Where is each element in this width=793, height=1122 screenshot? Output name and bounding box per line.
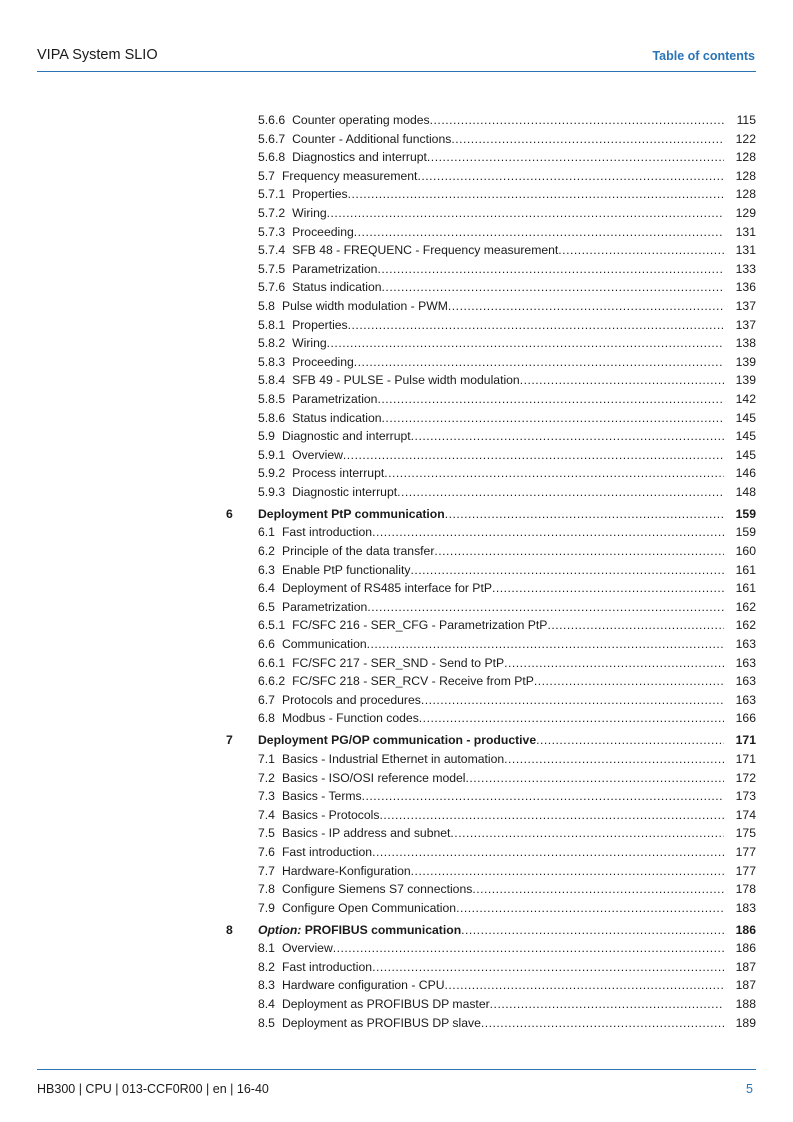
toc-title: Enable PtP functionality — [281, 562, 411, 577]
toc-title: Proceeding — [292, 354, 354, 369]
toc-section-number: 5.7.5 — [258, 261, 286, 276]
toc-section-number: 7.2 — [258, 770, 275, 785]
toc-page-number: 139 — [735, 354, 756, 369]
toc-entry[interactable] — [226, 691, 756, 710]
toc-title: Principle of the data transfer — [281, 544, 435, 559]
toc-entry[interactable] — [226, 769, 756, 788]
toc-section-number: 5.7.6 — [258, 280, 286, 295]
toc-chapter-number: 6 — [226, 506, 233, 521]
toc-title: Proceeding — [292, 224, 354, 239]
toc-page-number: 174 — [735, 807, 756, 822]
toc-entry-text — [258, 976, 724, 995]
toc-entry[interactable] — [226, 353, 756, 372]
toc-section-number: 6.4 — [258, 581, 275, 596]
toc-entry[interactable] — [226, 862, 756, 881]
toc-entry[interactable] — [226, 446, 756, 465]
toc-entry[interactable] — [226, 130, 756, 149]
toc-title: Diagnostic interrupt — [292, 484, 398, 499]
toc-section-number: 6.2 — [258, 544, 275, 559]
document-reference: HB300 | CPU | 013-CCF0R00 | en | 16-40 — [37, 1082, 269, 1096]
toc-chapter-entry[interactable] — [226, 731, 756, 750]
toc-section-number: 6.7 — [258, 692, 275, 707]
toc-title: Hardware configuration - CPU — [281, 978, 445, 993]
toc-title: FC/SFC 218 - SER_RCV - Receive from PtP — [292, 674, 534, 689]
toc-entry[interactable] — [226, 939, 756, 958]
toc-section-number: 7.5 — [258, 826, 275, 841]
toc-section-number: 5.9.2 — [258, 466, 286, 481]
toc-entry-text — [258, 806, 724, 825]
toc-entry[interactable] — [226, 579, 756, 598]
toc-entry[interactable] — [226, 787, 756, 806]
toc-entry[interactable] — [226, 899, 756, 918]
toc-section-number: 8.2 — [258, 959, 275, 974]
toc-page-number: 115 — [736, 113, 756, 127]
toc-entry-text — [258, 616, 724, 635]
toc-page-number: 145 — [735, 429, 756, 444]
toc-page-number: 175 — [735, 826, 756, 841]
toc-section-number: 6.5 — [258, 599, 275, 614]
toc-section-number: 6.6.2 — [258, 674, 286, 689]
toc-page-number: 166 — [735, 711, 756, 726]
toc-section-number: 7.7 — [258, 863, 275, 878]
toc-title: Deployment of RS485 interface for PtP — [281, 581, 492, 596]
toc-section-number: 8.4 — [258, 997, 275, 1012]
section-title: Table of contents — [652, 49, 755, 63]
toc-entry-text — [258, 278, 724, 297]
toc-page-number: 137 — [735, 317, 756, 332]
toc-page-number: 171 — [735, 733, 756, 748]
toc-entry[interactable] — [226, 334, 756, 353]
toc-section-number: 5.9.3 — [258, 484, 286, 499]
toc-page-number: 186 — [735, 922, 756, 937]
toc-title: Counter - Additional functions — [292, 131, 452, 146]
toc-title: Basics - Industrial Ethernet in automation — [281, 751, 505, 766]
toc-entry-text — [258, 787, 724, 806]
toc-title: Basics - IP address and subnet — [281, 826, 451, 841]
toc-page-number: 178 — [735, 882, 756, 897]
toc-title: Frequency measurement — [281, 168, 418, 183]
toc-entry-text — [258, 561, 724, 580]
toc-page-number: 162 — [735, 618, 756, 633]
footer-divider — [37, 1069, 756, 1070]
toc-section-number: 8.5 — [258, 1015, 275, 1030]
toc-entry[interactable] — [226, 390, 756, 409]
toc-entry[interactable] — [226, 111, 756, 130]
toc-entry-text — [258, 241, 724, 260]
toc-section-number: 6.1 — [258, 525, 275, 540]
toc-entry-text — [258, 371, 724, 390]
toc-entry-text — [258, 939, 724, 958]
toc-chapter-number: 7 — [226, 733, 233, 748]
toc-entry[interactable] — [226, 654, 756, 673]
toc-entry-text — [258, 334, 724, 353]
toc-entry[interactable] — [226, 316, 756, 335]
toc-section-number: 5.8.6 — [258, 410, 286, 425]
toc-page-number: 172 — [735, 770, 756, 785]
toc-entry-text — [258, 672, 724, 691]
toc-page-number: 160 — [735, 544, 756, 559]
toc-page-number: 163 — [735, 692, 756, 707]
toc-section-number: 5.7.4 — [258, 243, 286, 258]
toc-page-number: 171 — [735, 751, 756, 766]
toc-page-number: 173 — [735, 789, 756, 804]
header-divider — [37, 71, 756, 72]
toc-page-number: 128 — [735, 168, 756, 183]
toc-entry-text — [258, 843, 724, 862]
toc-page-number: 131 — [735, 243, 756, 258]
toc-entry[interactable] — [226, 672, 756, 691]
toc-section-number: 5.7.2 — [258, 205, 286, 220]
toc-page-number: 163 — [735, 637, 756, 652]
toc-title-prefix: Option: — [258, 922, 302, 937]
toc-title: Configure Siemens S7 connections — [281, 882, 473, 897]
toc-page-number: 146 — [735, 466, 756, 481]
toc-entry[interactable] — [226, 709, 756, 728]
toc-entry-text — [258, 862, 724, 881]
toc-entry-text — [258, 353, 724, 372]
toc-section-number: 8.1 — [258, 941, 275, 956]
table-of-contents — [226, 111, 756, 1032]
toc-page-number: 163 — [735, 655, 756, 670]
toc-page-number: 137 — [735, 298, 756, 313]
toc-page-number: 128 — [735, 187, 756, 202]
toc-page-number: 162 — [735, 599, 756, 614]
toc-page-number: 189 — [735, 1015, 756, 1030]
toc-entry-text — [258, 542, 724, 561]
toc-entry-text — [258, 921, 724, 940]
toc-title: Fast introduction — [281, 844, 373, 859]
toc-entry[interactable] — [226, 1014, 756, 1033]
toc-title: Communication — [281, 637, 367, 652]
toc-page-number: 161 — [735, 581, 756, 596]
toc-section-number: 6.6 — [258, 637, 275, 652]
toc-entry-text — [258, 505, 724, 524]
toc-entry-text — [258, 483, 724, 502]
toc-title: Basics - Terms — [281, 789, 362, 804]
toc-entry[interactable] — [226, 260, 756, 279]
toc-title: Parametrization — [292, 261, 378, 276]
toc-page-number: 159 — [735, 525, 756, 540]
toc-title: Diagnostics and interrupt — [292, 150, 427, 165]
toc-entry[interactable] — [226, 185, 756, 204]
toc-section-number: 7.9 — [258, 900, 275, 915]
toc-section-number: 5.6.6 — [258, 113, 286, 127]
toc-page-number: 163 — [735, 674, 756, 689]
toc-entry[interactable] — [226, 958, 756, 977]
toc-page-number: 183 — [735, 900, 756, 915]
toc-page-number: 159 — [735, 506, 756, 521]
toc-title: Process interrupt — [292, 466, 385, 481]
toc-entry-text — [258, 1014, 724, 1033]
toc-title: Deployment as PROFIBUS DP slave — [281, 1015, 481, 1030]
toc-title: Properties — [292, 317, 348, 332]
toc-title: Fast introduction — [281, 525, 373, 540]
toc-entry[interactable] — [226, 148, 756, 167]
toc-page-number: 145 — [735, 410, 756, 425]
toc-section-number: 6.5.1 — [258, 618, 286, 633]
toc-section-number: 7.1 — [258, 751, 275, 766]
toc-title: SFB 48 - FREQUENC - Frequency measurement — [292, 243, 559, 258]
toc-entry-text — [258, 185, 724, 204]
toc-entry[interactable] — [226, 523, 756, 542]
toc-entry[interactable] — [226, 880, 756, 899]
toc-chapter-entry[interactable] — [226, 921, 756, 940]
toc-entry-text — [258, 769, 724, 788]
toc-page-number: 161 — [735, 562, 756, 577]
toc-section-number: 5.9 — [258, 429, 275, 444]
toc-section-number: 5.8.3 — [258, 354, 286, 369]
toc-entry[interactable] — [226, 464, 756, 483]
toc-entry-text — [258, 167, 724, 186]
toc-section-number: 5.7.1 — [258, 187, 286, 202]
toc-section-number: 6.6.1 — [258, 655, 286, 670]
toc-entry-text — [258, 635, 724, 654]
toc-entry[interactable] — [226, 824, 756, 843]
toc-entry[interactable] — [226, 297, 756, 316]
toc-entry[interactable] — [226, 409, 756, 428]
toc-title: FC/SFC 216 - SER_CFG - Parametrization PtP — [292, 618, 548, 633]
toc-entry[interactable] — [226, 843, 756, 862]
toc-title: FC/SFC 217 - SER_SND - Send to PtP — [292, 655, 505, 670]
toc-page-number: 186 — [735, 941, 756, 956]
toc-page-number: 138 — [735, 336, 756, 351]
toc-entry[interactable] — [226, 241, 756, 260]
toc-title: Deployment PG/OP communication - productive — [258, 733, 537, 748]
toc-section-number: 5.7 — [258, 168, 275, 183]
toc-title: Protocols and procedures — [281, 692, 421, 707]
toc-entry[interactable] — [226, 561, 756, 580]
toc-entry[interactable] — [226, 483, 756, 502]
toc-section-number: 5.8.1 — [258, 317, 286, 332]
toc-page-number: 136 — [735, 280, 756, 295]
document-title: VIPA System SLIO — [37, 47, 158, 63]
toc-entry-text — [258, 880, 724, 899]
toc-section-number: 6.8 — [258, 711, 275, 726]
toc-entry[interactable] — [226, 976, 756, 995]
toc-page-number: 177 — [735, 863, 756, 878]
toc-entry-text — [258, 579, 724, 598]
toc-section-number: 7.8 — [258, 882, 275, 897]
toc-page-number: 139 — [735, 373, 756, 388]
toc-entry-text — [258, 750, 724, 769]
toc-entry-text — [258, 390, 724, 409]
toc-page-number: 187 — [735, 978, 756, 993]
toc-entry-text — [258, 958, 724, 977]
toc-entry-text — [258, 598, 724, 617]
toc-section-number: 7.3 — [258, 789, 275, 804]
toc-chapter-number: 8 — [226, 922, 233, 937]
toc-page-number: 142 — [735, 391, 756, 406]
toc-title: Wiring — [292, 336, 327, 351]
toc-section-number: 5.7.3 — [258, 224, 286, 239]
toc-section-number: 7.4 — [258, 807, 275, 822]
toc-title: Wiring — [292, 205, 327, 220]
toc-section-number: 5.8 — [258, 298, 275, 313]
toc-section-number: 5.9.1 — [258, 447, 286, 462]
toc-entry[interactable] — [226, 806, 756, 825]
toc-entry-text — [258, 316, 724, 335]
page-number: 5 — [746, 1082, 753, 1096]
toc-entry-text — [258, 427, 724, 446]
toc-title: Overview — [292, 447, 343, 462]
toc-entry-text — [258, 260, 724, 279]
toc-entry-text — [258, 691, 724, 710]
toc-entry-text — [258, 409, 724, 428]
toc-entry[interactable] — [226, 995, 756, 1014]
toc-section-number: 5.8.5 — [258, 391, 286, 406]
toc-entry-text — [258, 111, 724, 130]
toc-title: SFB 49 - PULSE - Pulse width modulation — [292, 373, 520, 388]
toc-entry-text — [258, 446, 724, 465]
toc-section-number: 5.6.7 — [258, 131, 286, 146]
toc-page-number: 128 — [735, 150, 756, 165]
toc-entry[interactable] — [226, 616, 756, 635]
toc-page-number: 122 — [735, 131, 756, 146]
toc-title: Hardware-Konfiguration — [281, 863, 411, 878]
toc-section-number: 7.6 — [258, 844, 275, 859]
toc-entry[interactable] — [226, 750, 756, 769]
toc-entry-text — [258, 148, 724, 167]
toc-section-number: 6.3 — [258, 562, 275, 577]
toc-entry-text — [258, 824, 724, 843]
toc-title: Properties — [292, 187, 348, 202]
toc-entry-text — [258, 523, 724, 542]
toc-title: Configure Open Communication — [281, 900, 457, 915]
toc-entry-text — [258, 709, 724, 728]
toc-title: PROFIBUS communication — [304, 922, 462, 937]
toc-title: Deployment as PROFIBUS DP master — [281, 997, 490, 1012]
toc-entry-text — [258, 899, 724, 918]
toc-section-number: 5.8.2 — [258, 336, 286, 351]
toc-page-number: 187 — [735, 959, 756, 974]
toc-section-number: 8.3 — [258, 978, 275, 993]
toc-entry[interactable] — [226, 635, 756, 654]
toc-entry-text — [258, 204, 724, 223]
toc-page-number: 177 — [735, 844, 756, 859]
toc-page-number: 145 — [735, 447, 756, 462]
toc-entry[interactable] — [226, 371, 756, 390]
toc-entry-text — [258, 223, 724, 242]
toc-title: Fast introduction — [281, 959, 373, 974]
toc-title: Pulse width modulation - PWM — [281, 298, 448, 313]
toc-entry-text — [258, 464, 724, 483]
toc-title: Overview — [281, 941, 333, 956]
toc-title: Deployment PtP communication — [258, 506, 445, 521]
toc-section-number: 5.6.8 — [258, 150, 286, 165]
toc-title: Modbus - Function codes — [281, 711, 419, 726]
toc-title: Status indication — [292, 410, 382, 425]
toc-page-number: 129 — [735, 205, 756, 220]
toc-page-number: 188 — [735, 997, 756, 1012]
toc-entry[interactable] — [226, 278, 756, 297]
toc-entry-text — [258, 130, 724, 149]
toc-title: Parametrization — [281, 599, 368, 614]
toc-entry[interactable] — [226, 598, 756, 617]
toc-title: Status indication — [292, 280, 382, 295]
toc-chapter-entry[interactable] — [226, 505, 756, 524]
toc-entry[interactable] — [226, 542, 756, 561]
toc-entry[interactable] — [226, 427, 756, 446]
toc-title: Basics - Protocols — [281, 807, 380, 822]
toc-entry-text — [258, 731, 724, 750]
toc-page-number: 133 — [735, 261, 756, 276]
toc-page-number: 131 — [735, 224, 756, 239]
toc-entry-text — [258, 995, 724, 1014]
toc-entry-text — [258, 297, 724, 316]
toc-section-number: 5.8.4 — [258, 373, 286, 388]
toc-entry[interactable] — [226, 223, 756, 242]
toc-title: Basics - ISO/OSI reference model — [281, 770, 466, 785]
toc-entry-text — [258, 654, 724, 673]
toc-entry[interactable] — [226, 167, 756, 186]
toc-title: Diagnostic and interrupt — [281, 429, 411, 444]
toc-page-number: 148 — [735, 484, 756, 499]
toc-entry[interactable] — [226, 204, 756, 223]
toc-title: Parametrization — [292, 391, 378, 406]
toc-title: Counter operating modes — [292, 113, 430, 127]
